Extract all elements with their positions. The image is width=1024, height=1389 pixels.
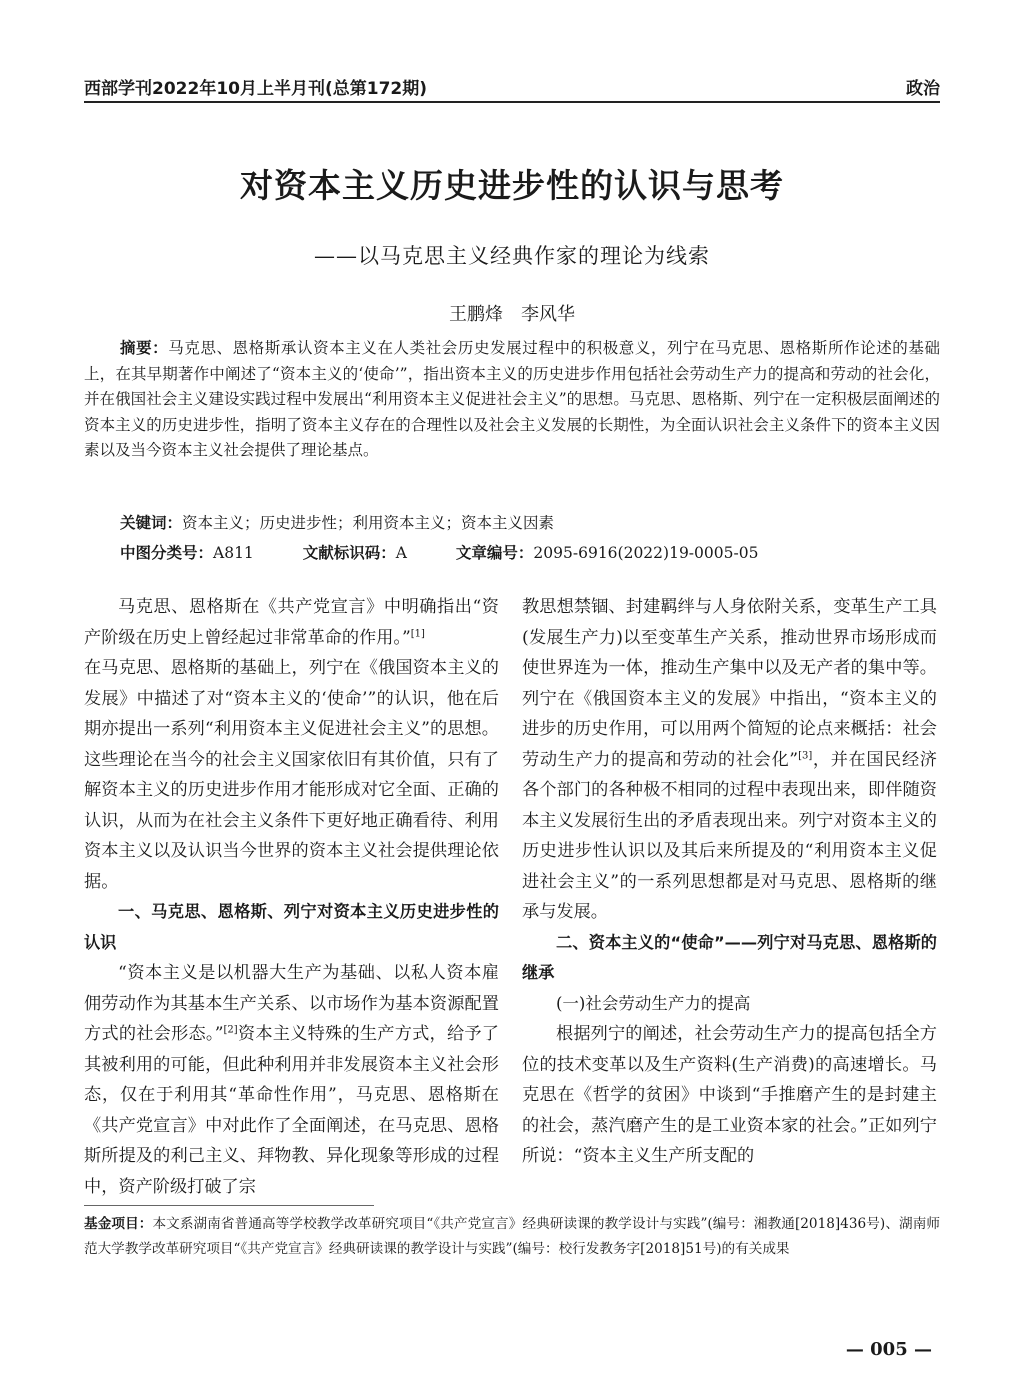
abstract — [84, 336, 940, 464]
keywords-text: 资本主义；历史进步性；利用资本主义；资本主义因素 — [182, 514, 555, 532]
doc-label: 文献标识码： — [302, 544, 396, 562]
article-number — [456, 544, 759, 562]
running-header — [84, 70, 940, 102]
article-subtitle: ——以马克思主义经典作家的理论为线索 — [314, 244, 710, 268]
section-heading-2: 二、资本主义的“使命”——列宁对马克思、恩格斯的继承 — [522, 932, 937, 982]
subsection-heading: (一)社会劳动生产力的提高 — [556, 993, 751, 1013]
clc-number — [120, 544, 254, 562]
authors: 王鹏烽 李风华 — [449, 304, 575, 325]
paragraph-text: “资本主义是以机器大生产为基础、以私人资本雇佣劳动作为其基本生产关系、以市场作为基本资源配置方式的社会形态。” — [84, 963, 499, 1044]
citation-ref: [3] — [798, 749, 813, 761]
citation-ref: [1] — [410, 627, 425, 639]
keywords — [120, 511, 940, 533]
section-label: 政治 — [906, 79, 940, 99]
funding-note — [84, 1212, 940, 1262]
funding-label: 基金项目： — [84, 1216, 153, 1232]
clc-label: 中图分类号： — [120, 544, 214, 562]
paragraph-text: 教思想禁锢、封建羁绊与人身依附关系，变革生产工具(发展生产力)以至变革生产关系，推动世界市场形成而使世界连为一体，推动生产集中以及无产者的集中等。列宁在《俄国资本主义的发展》中指出，“资本主义的进步的历史作用，可以用两个简短的论点来概括：社会劳动生产力的提高和劳动的社会化” — [522, 597, 937, 770]
doc-value: A — [395, 544, 407, 562]
section-heading-1: 一、马克思、恩格斯、列宁对资本主义历史进步性的认识 — [84, 902, 499, 952]
abstract-text: 马克思、恩格斯承认资本主义在人类社会历史发展过程中的积极意义，列宁在马克思、恩格斯所作论述的基础上，在其早期著作中阐述了“资本主义的‘使命’”，指出资本主义的历史进步作用包括社会劳动生产力的提高和劳动的社会化，并在俄国社会主义建设实践过程中发展出“利用资本主义促进社会主义”的思想。马克思、恩格斯、列宁在一定积极层面阐述的资本主义的历史进步性，指明了资本主义存在的合理性以及社会主义发展的长期性，为全面认识社会主义条件下的资本主义因素以及当今资本主义社会提供了理论基点。 — [84, 339, 940, 459]
classification-line — [120, 541, 940, 563]
body-paragraph — [84, 958, 499, 1202]
keywords-label: 关键词： — [120, 514, 183, 532]
paragraph-text: 资本主义特殊的生产方式，给予了其被利用的可能，但此种利用并非发展资本主义社会形态，仅在于利用其“革命性作用”，马克思、恩格斯在《共产党宣言》中对此作了全面阐述，在马克思、恩格斯所提及的利己主义、拜物教、异化现象等形成的过程中，资产阶级打破了宗 — [84, 1024, 499, 1197]
body-paragraph: 根据列宁的阐述，社会劳动生产力的提高包括全方位的技术变革以及生产资料(生产消费)的高速增长。马克思在《哲学的贫困》中谈到“手推磨产生的是封建主的社会，蒸汽磨产生的是工业资本家的社会。”正如列宁所说：“资本主义生产所支配的 — [522, 1024, 937, 1166]
page-number: — 005 — — [845, 1339, 932, 1360]
footnote-rule — [84, 1205, 374, 1206]
article-title: 对资本主义历史进步性的认识与思考 — [240, 166, 784, 205]
body-column-left — [84, 592, 499, 1202]
funding-text: 本文系湖南省普通高等学校教学改革研究项目“《共产党宣言》经典研读课的教学设计与实践”(编号：湘教通[2018]436号)、湖南师范大学教学改革研究项目“《共产党宣言》经典研读课的教学设计与实践”(编号：校行发教务字[2018]51号)的有关成果 — [84, 1216, 940, 1257]
article-value: 2095-6916(2022)19-0005-05 — [533, 544, 759, 562]
clc-value: A811 — [213, 544, 254, 562]
abstract-label: 摘要： — [120, 339, 169, 357]
article-label: 文章编号： — [455, 544, 534, 562]
journal-name: 西部学刊2022年10月上半月刊(总第172期) — [84, 79, 427, 99]
document-code — [303, 544, 407, 562]
body-column-right — [522, 592, 937, 1172]
body-paragraph: 在马克思、恩格斯的基础上，列宁在《俄国资本主义的发展》中描述了对“资本主义的‘使命’”的认识，他在后期亦提出一系列“利用资本主义促进社会主义”的思想。这些理论在当今的社会主义国家依旧有其价值，只有了解资本主义的历史进步作用才能形成对它全面、正确的认识，从而为在社会主义条件下更好地正确看待、利用资本主义以及认识当今世界的资本主义社会提供理论依据。 — [84, 658, 499, 892]
body-paragraph — [84, 592, 499, 653]
citation-ref: [2] — [223, 1024, 238, 1036]
paragraph-text: ，并在国民经济各个部门的各种极不相同的过程中表现出来，即伴随资本主义发展衍生出的矛盾表现出来。列宁对资本主义的历史进步性认识以及其后来所提及的“利用资本主义促进社会主义”的一系列思想都是对马克思、恩格斯的继承与发展。 — [522, 749, 937, 922]
paragraph-text: 马克思、恩格斯在《共产党宣言》中明确指出“资产阶级在历史上曾经起过非常革命的作用。” — [84, 597, 499, 648]
header-rule — [84, 101, 940, 103]
body-paragraph — [522, 592, 937, 928]
